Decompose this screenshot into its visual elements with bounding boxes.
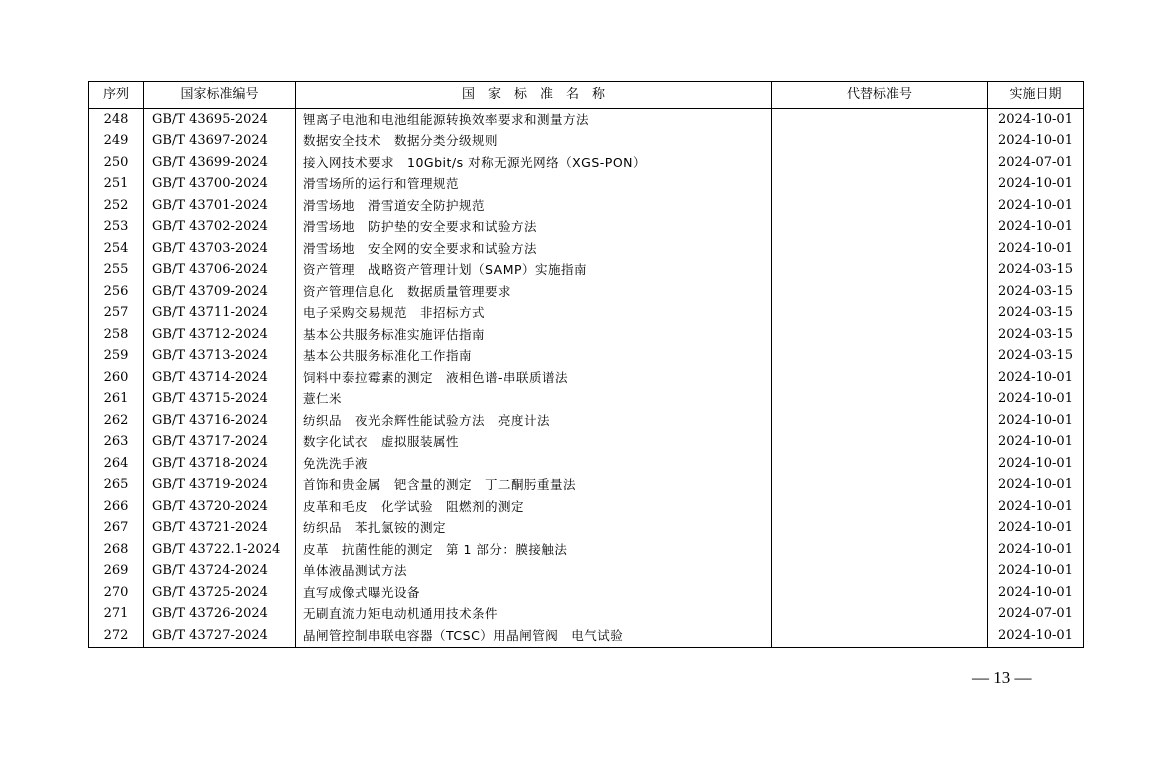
table-row	[89, 539, 1084, 561]
table-row	[89, 131, 1084, 153]
cell-name: 滑雪场地 滑雪道安全防护规范	[296, 195, 772, 217]
cell-seq: 262	[89, 410, 144, 432]
cell-replaced	[772, 367, 988, 389]
table-row	[89, 410, 1084, 432]
cell-name: 纺织品 苯扎氯铵的测定	[296, 518, 772, 540]
cell-name: 基本公共服务标准化工作指南	[296, 346, 772, 368]
cell-code: GB/T 43719-2024	[144, 475, 296, 497]
cell-seq: 260	[89, 367, 144, 389]
table-row	[89, 346, 1084, 368]
cell-date: 2024-10-01	[988, 582, 1084, 604]
cell-date: 2024-10-01	[988, 238, 1084, 260]
cell-replaced	[772, 453, 988, 475]
cell-date: 2024-10-01	[988, 625, 1084, 647]
cell-seq: 271	[89, 604, 144, 626]
table-row	[89, 496, 1084, 518]
cell-name: 饲料中泰拉霉素的测定 液相色谱-串联质谱法	[296, 367, 772, 389]
cell-code: GB/T 43700-2024	[144, 174, 296, 196]
cell-name: 电子采购交易规范 非招标方式	[296, 303, 772, 325]
cell-name: 接入网技术要求 10Gbit/s 对称无源光网络（XGS-PON）	[296, 152, 772, 174]
cell-replaced	[772, 174, 988, 196]
cell-name: 滑雪场地 防护垫的安全要求和试验方法	[296, 217, 772, 239]
cell-name: 数字化试衣 虚拟服装属性	[296, 432, 772, 454]
cell-seq: 253	[89, 217, 144, 239]
cell-seq: 267	[89, 518, 144, 540]
cell-replaced	[772, 625, 988, 647]
cell-date: 2024-10-01	[988, 109, 1084, 131]
table-row	[89, 324, 1084, 346]
cell-code: GB/T 43706-2024	[144, 260, 296, 282]
cell-code: GB/T 43720-2024	[144, 496, 296, 518]
cell-seq: 269	[89, 561, 144, 583]
cell-replaced	[772, 518, 988, 540]
cell-name: 锂离子电池和电池组能源转换效率要求和测量方法	[296, 109, 772, 131]
cell-replaced	[772, 346, 988, 368]
cell-replaced	[772, 561, 988, 583]
cell-replaced	[772, 195, 988, 217]
table-row	[89, 604, 1084, 626]
cell-code: GB/T 43715-2024	[144, 389, 296, 411]
cell-replaced	[772, 604, 988, 626]
cell-code: GB/T 43709-2024	[144, 281, 296, 303]
table-row	[89, 453, 1084, 475]
cell-replaced	[772, 582, 988, 604]
cell-seq: 264	[89, 453, 144, 475]
cell-replaced	[772, 131, 988, 153]
cell-seq: 263	[89, 432, 144, 454]
table-header-row	[89, 82, 1084, 109]
header-name: 国 家 标 准 名 称	[296, 82, 772, 109]
cell-replaced	[772, 410, 988, 432]
table-row	[89, 109, 1084, 131]
cell-code: GB/T 43714-2024	[144, 367, 296, 389]
cell-code: GB/T 43727-2024	[144, 625, 296, 647]
cell-code: GB/T 43711-2024	[144, 303, 296, 325]
cell-replaced	[772, 260, 988, 282]
cell-date: 2024-10-01	[988, 410, 1084, 432]
table-row	[89, 625, 1084, 647]
header-date: 实施日期	[988, 82, 1084, 109]
cell-name: 数据安全技术 数据分类分级规则	[296, 131, 772, 153]
table-row	[89, 561, 1084, 583]
cell-replaced	[772, 539, 988, 561]
cell-name: 纺织品 夜光余辉性能试验方法 亮度计法	[296, 410, 772, 432]
table-row	[89, 389, 1084, 411]
cell-seq: 266	[89, 496, 144, 518]
standards-table	[88, 81, 1084, 648]
cell-seq: 258	[89, 324, 144, 346]
cell-replaced	[772, 324, 988, 346]
cell-seq: 255	[89, 260, 144, 282]
cell-code: GB/T 43725-2024	[144, 582, 296, 604]
cell-seq: 248	[89, 109, 144, 131]
table-row	[89, 152, 1084, 174]
cell-name: 薏仁米	[296, 389, 772, 411]
cell-code: GB/T 43722.1-2024	[144, 539, 296, 561]
cell-replaced	[772, 109, 988, 131]
cell-date: 2024-10-01	[988, 174, 1084, 196]
cell-name: 滑雪场地 安全网的安全要求和试验方法	[296, 238, 772, 260]
cell-seq: 261	[89, 389, 144, 411]
cell-replaced	[772, 217, 988, 239]
cell-name: 皮革 抗菌性能的测定 第 1 部分：膜接触法	[296, 539, 772, 561]
cell-date: 2024-10-01	[988, 475, 1084, 497]
cell-replaced	[772, 152, 988, 174]
header-seq: 序列	[89, 82, 144, 109]
cell-replaced	[772, 238, 988, 260]
cell-seq: 249	[89, 131, 144, 153]
table-row	[89, 582, 1084, 604]
cell-date: 2024-10-01	[988, 367, 1084, 389]
cell-seq: 265	[89, 475, 144, 497]
cell-replaced	[772, 303, 988, 325]
cell-name: 基本公共服务标准实施评估指南	[296, 324, 772, 346]
table-row	[89, 174, 1084, 196]
cell-seq: 270	[89, 582, 144, 604]
cell-date: 2024-03-15	[988, 346, 1084, 368]
cell-date: 2024-03-15	[988, 281, 1084, 303]
cell-replaced	[772, 496, 988, 518]
cell-seq: 272	[89, 625, 144, 647]
cell-date: 2024-10-01	[988, 131, 1084, 153]
header-replaced: 代替标准号	[772, 82, 988, 109]
cell-date: 2024-10-01	[988, 195, 1084, 217]
cell-name: 首饰和贵金属 钯含量的测定 丁二酮肟重量法	[296, 475, 772, 497]
cell-name: 无刷直流力矩电动机通用技术条件	[296, 604, 772, 626]
cell-date: 2024-07-01	[988, 152, 1084, 174]
table-row	[89, 432, 1084, 454]
table-row	[89, 281, 1084, 303]
cell-date: 2024-10-01	[988, 539, 1084, 561]
cell-name: 资产管理 战略资产管理计划（SAMP）实施指南	[296, 260, 772, 282]
cell-replaced	[772, 389, 988, 411]
cell-name: 免洗洗手液	[296, 453, 772, 475]
cell-seq: 256	[89, 281, 144, 303]
cell-seq: 257	[89, 303, 144, 325]
cell-name: 滑雪场所的运行和管理规范	[296, 174, 772, 196]
cell-code: GB/T 43724-2024	[144, 561, 296, 583]
cell-replaced	[772, 432, 988, 454]
cell-code: GB/T 43702-2024	[144, 217, 296, 239]
table-row	[89, 303, 1084, 325]
cell-date: 2024-07-01	[988, 604, 1084, 626]
cell-code: GB/T 43713-2024	[144, 346, 296, 368]
table-row	[89, 367, 1084, 389]
cell-code: GB/T 43712-2024	[144, 324, 296, 346]
cell-replaced	[772, 281, 988, 303]
cell-date: 2024-10-01	[988, 496, 1084, 518]
cell-code: GB/T 43716-2024	[144, 410, 296, 432]
cell-name: 单体液晶测试方法	[296, 561, 772, 583]
cell-name: 晶闸管控制串联电容器（TCSC）用晶闸管阀 电气试验	[296, 625, 772, 647]
cell-date: 2024-03-15	[988, 260, 1084, 282]
header-code: 国家标准编号	[144, 82, 296, 109]
table-row	[89, 195, 1084, 217]
cell-name: 资产管理信息化 数据质量管理要求	[296, 281, 772, 303]
cell-seq: 259	[89, 346, 144, 368]
table-row	[89, 518, 1084, 540]
cell-code: GB/T 43697-2024	[144, 131, 296, 153]
cell-date: 2024-10-01	[988, 518, 1084, 540]
cell-code: GB/T 43701-2024	[144, 195, 296, 217]
cell-seq: 251	[89, 174, 144, 196]
cell-code: GB/T 43717-2024	[144, 432, 296, 454]
table-row	[89, 217, 1084, 239]
cell-date: 2024-03-15	[988, 324, 1084, 346]
cell-code: GB/T 43695-2024	[144, 109, 296, 131]
cell-name: 直写成像式曝光设备	[296, 582, 772, 604]
table-row	[89, 260, 1084, 282]
cell-code: GB/T 43721-2024	[144, 518, 296, 540]
cell-code: GB/T 43718-2024	[144, 453, 296, 475]
cell-date: 2024-10-01	[988, 453, 1084, 475]
cell-name: 皮革和毛皮 化学试验 阻燃剂的测定	[296, 496, 772, 518]
cell-code: GB/T 43726-2024	[144, 604, 296, 626]
cell-date: 2024-10-01	[988, 561, 1084, 583]
cell-seq: 268	[89, 539, 144, 561]
cell-seq: 254	[89, 238, 144, 260]
table-row	[89, 238, 1084, 260]
cell-date: 2024-10-01	[988, 432, 1084, 454]
table-body	[89, 109, 1084, 648]
cell-code: GB/T 43703-2024	[144, 238, 296, 260]
cell-date: 2024-03-15	[988, 303, 1084, 325]
cell-date: 2024-10-01	[988, 217, 1084, 239]
cell-code: GB/T 43699-2024	[144, 152, 296, 174]
cell-date: 2024-10-01	[988, 389, 1084, 411]
cell-seq: 252	[89, 195, 144, 217]
cell-seq: 250	[89, 152, 144, 174]
table-row	[89, 475, 1084, 497]
cell-replaced	[772, 475, 988, 497]
page-number: — 13 —	[972, 668, 1032, 687]
